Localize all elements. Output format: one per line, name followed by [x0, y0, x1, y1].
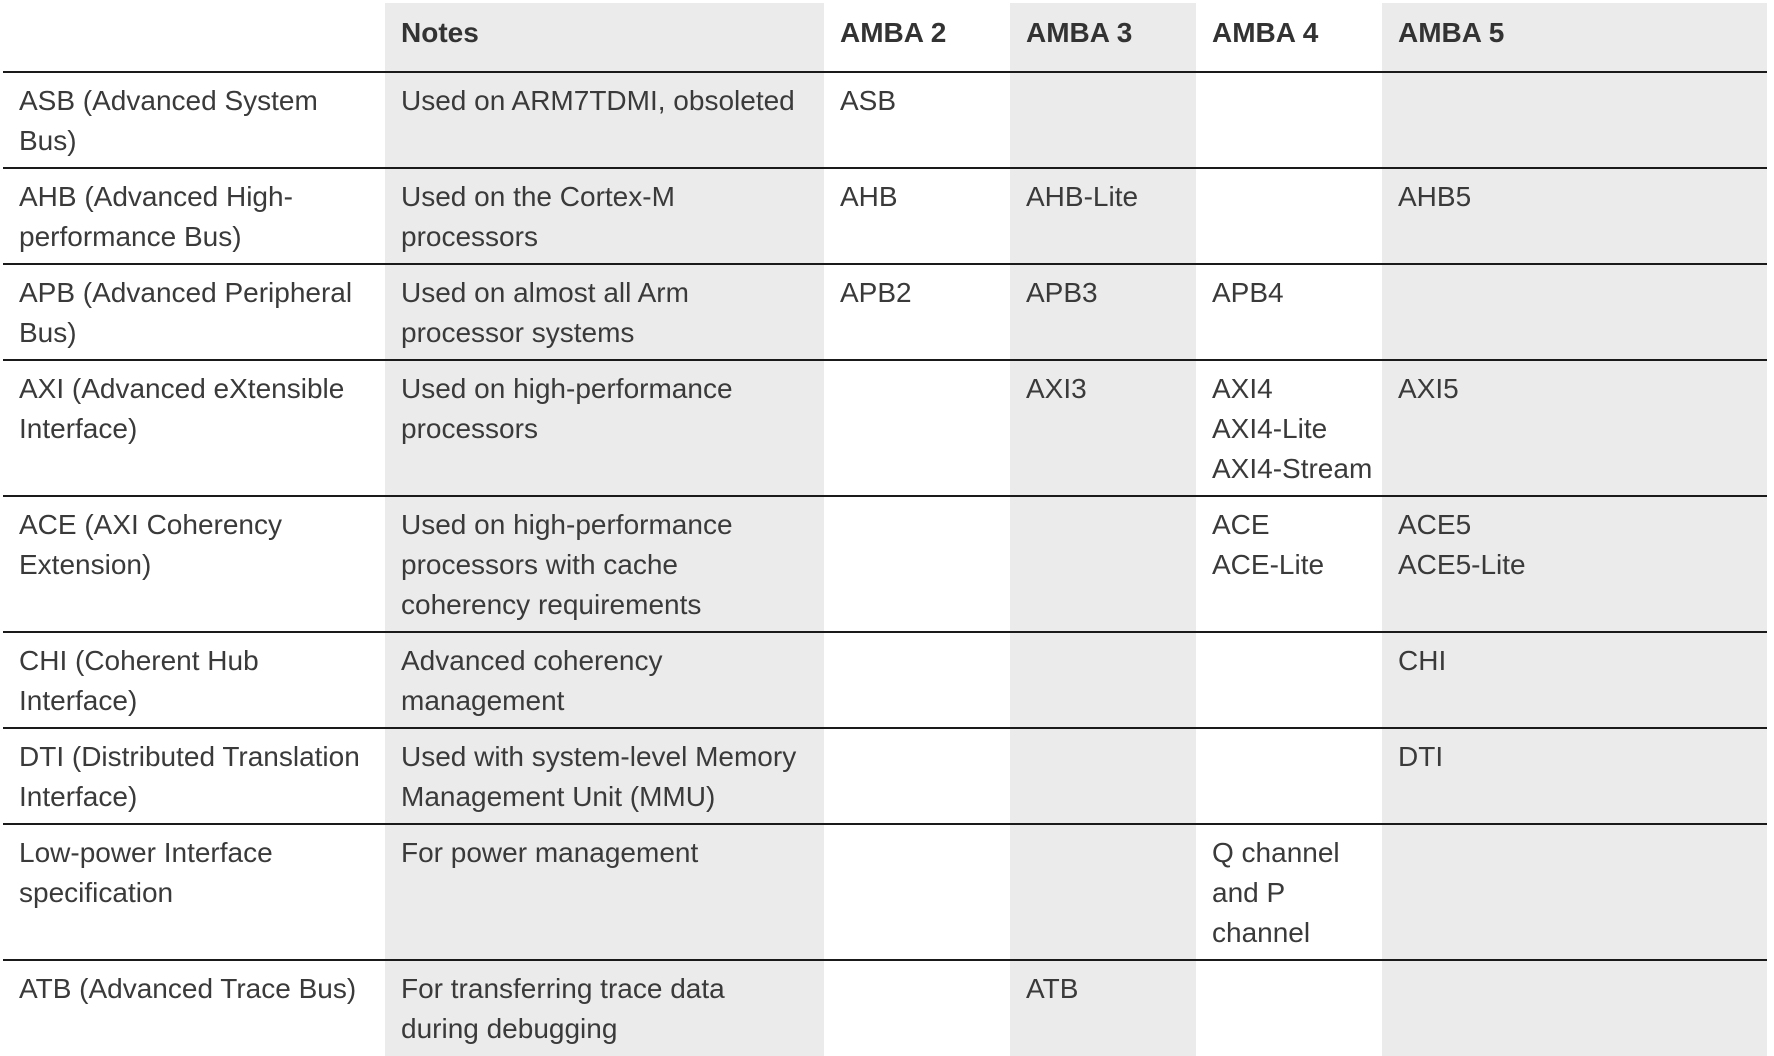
amba2-cell	[824, 72, 1010, 168]
amba3-cell	[1010, 360, 1196, 496]
amba4-value: ACE	[1212, 509, 1270, 540]
amba2-cell	[824, 360, 1010, 496]
amba5-value: AHB5	[1398, 181, 1472, 212]
column-header-amba5: AMBA 5	[1382, 3, 1767, 72]
notes-cell: Used on the Cortex-M processors	[385, 168, 824, 264]
notes-cell: Used on high-performance processors	[385, 360, 824, 496]
amba3-cell	[1010, 168, 1196, 264]
notes-cell: Used with system-level Memory Management Unit (MMU)	[385, 728, 824, 824]
amba4-cell	[1196, 960, 1382, 1056]
notes-cell: Used on high-performance processors with cache coherency requirements	[385, 496, 824, 632]
amba-specification-table	[3, 3, 1767, 1056]
amba3-cell	[1010, 72, 1196, 168]
interface-name-cell: AHB (Advanced High-performance Bus)	[19, 181, 293, 252]
table-row	[3, 168, 1767, 264]
table-row	[3, 824, 1767, 960]
column-header-amba2: AMBA 2	[824, 3, 1010, 72]
notes-cell: Advanced coherency management	[385, 632, 824, 728]
table-row	[3, 728, 1767, 824]
amba-table-wrapper	[3, 3, 1767, 1056]
amba4-cell	[1196, 168, 1382, 264]
amba2-cell	[824, 960, 1010, 1056]
table-body	[3, 72, 1767, 1056]
interface-name-cell: ASB (Advanced System Bus)	[19, 85, 318, 156]
amba4-value: AXI4-Lite	[1212, 413, 1328, 444]
interface-name-cell: APB (Advanced Peripheral Bus)	[19, 277, 353, 348]
amba4-value: ACE-Lite	[1212, 549, 1325, 580]
amba5-cell	[1382, 960, 1767, 1056]
amba4-value: Q channel and P channel	[1212, 837, 1340, 948]
amba5-value: DTI	[1398, 741, 1444, 772]
amba3-cell	[1010, 496, 1196, 632]
amba3-cell	[1010, 728, 1196, 824]
amba4-cell	[1196, 728, 1382, 824]
amba3-cell	[1010, 960, 1196, 1056]
amba2-cell	[824, 168, 1010, 264]
amba5-value: CHI	[1398, 645, 1447, 676]
amba4-cell	[1196, 496, 1382, 632]
table-row	[3, 72, 1767, 168]
interface-name-cell: AXI (Advanced eXtensible Interface)	[19, 373, 345, 444]
amba3-cell	[1010, 632, 1196, 728]
amba3-value: ATB	[1026, 973, 1079, 1004]
column-header-amba3: AMBA 3	[1010, 3, 1196, 72]
amba2-cell	[824, 728, 1010, 824]
amba4-cell	[1196, 824, 1382, 960]
amba5-cell	[1382, 72, 1767, 168]
amba5-cell	[1382, 496, 1767, 632]
table-row	[3, 264, 1767, 360]
amba5-value: ACE5	[1398, 509, 1472, 540]
notes-cell: Used on almost all Arm processor systems	[385, 264, 824, 360]
amba3-value: AHB-Lite	[1026, 181, 1139, 212]
column-header-interface	[3, 3, 385, 72]
amba3-value: APB3	[1026, 277, 1098, 308]
amba2-value: ASB	[840, 85, 897, 116]
interface-name-cell: DTI (Distributed Translation Interface)	[19, 741, 360, 812]
amba2-cell	[824, 824, 1010, 960]
table-row	[3, 360, 1767, 496]
amba3-cell	[1010, 264, 1196, 360]
amba5-value: ACE5-Lite	[1398, 549, 1526, 580]
amba5-cell	[1382, 632, 1767, 728]
header-row	[3, 3, 1767, 72]
interface-name-cell: ATB (Advanced Trace Bus)	[19, 973, 357, 1004]
amba5-cell	[1382, 728, 1767, 824]
column-header-amba4: AMBA 4	[1196, 3, 1382, 72]
amba4-cell	[1196, 264, 1382, 360]
amba3-value: AXI3	[1026, 373, 1087, 404]
amba5-cell	[1382, 360, 1767, 496]
amba2-cell	[824, 496, 1010, 632]
amba5-value: AXI5	[1398, 373, 1459, 404]
amba4-value: APB4	[1212, 277, 1284, 308]
amba2-cell	[824, 632, 1010, 728]
amba2-value: AHB	[840, 181, 898, 212]
amba5-cell	[1382, 824, 1767, 960]
amba5-cell	[1382, 168, 1767, 264]
amba4-cell	[1196, 72, 1382, 168]
amba3-cell	[1010, 824, 1196, 960]
notes-cell: Used on ARM7TDMI, obsoleted	[385, 72, 824, 168]
column-header-notes: Notes	[385, 3, 824, 72]
notes-cell: For power management	[385, 824, 824, 960]
amba4-cell	[1196, 360, 1382, 496]
amba2-value: APB2	[840, 277, 912, 308]
notes-cell: For transferring trace data during debugging	[385, 960, 824, 1056]
table-row	[3, 496, 1767, 632]
amba5-cell	[1382, 264, 1767, 360]
amba2-cell	[824, 264, 1010, 360]
amba4-value: AXI4	[1212, 373, 1273, 404]
interface-name-cell: ACE (AXI Coherency Extension)	[19, 509, 282, 580]
amba4-cell	[1196, 632, 1382, 728]
interface-name-cell: Low-power Interface specification	[19, 837, 273, 908]
table-row	[3, 632, 1767, 728]
table-row	[3, 960, 1767, 1056]
amba4-value: AXI4-Stream	[1212, 453, 1373, 484]
interface-name-cell: CHI (Coherent Hub Interface)	[19, 645, 259, 716]
